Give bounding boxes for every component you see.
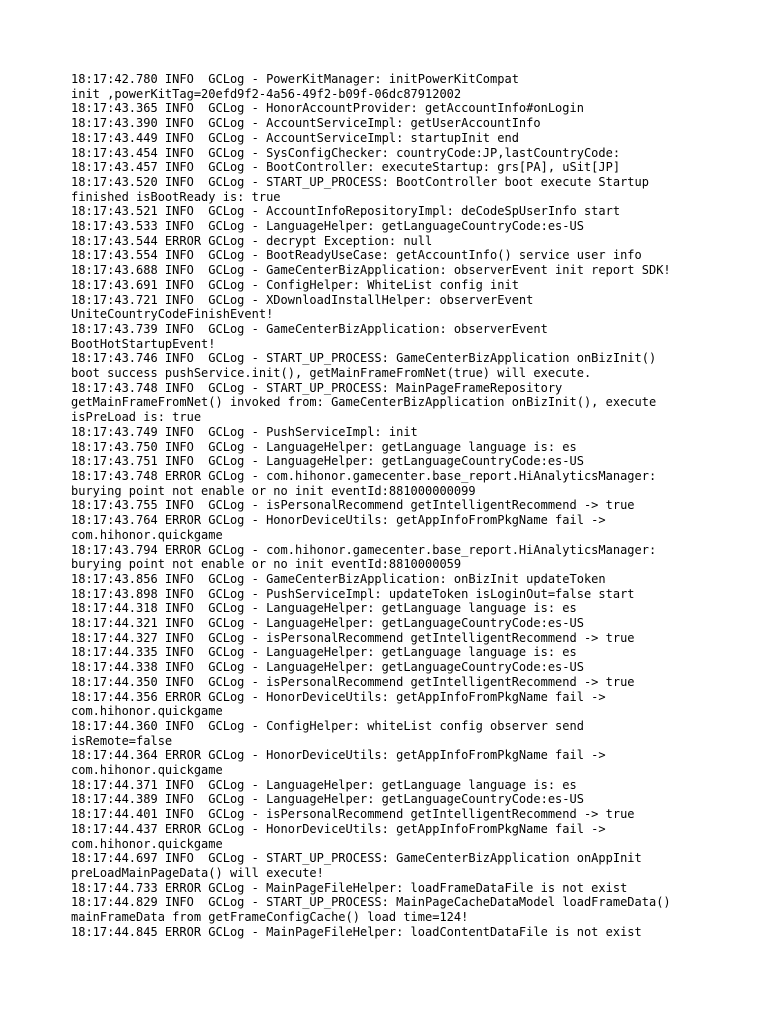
log-line: burying point not enable or no init eventId:881000000099 [71, 483, 476, 498]
log-line: 18:17:44.697 INFO GCLog - START_UP_PROCESS: GameCenterBizApplication onAppInit [71, 851, 642, 866]
log-line: 18:17:44.350 INFO GCLog - isPersonalRecommend getIntelligentRecommend -> true [71, 674, 635, 689]
log-line: 18:17:43.520 INFO GCLog - START_UP_PROCESS: BootController boot execute Startup [71, 174, 649, 189]
log-line: 18:17:43.746 INFO GCLog - START_UP_PROCESS: GameCenterBizApplication onBizInit() [71, 351, 657, 366]
log-line: 18:17:44.371 INFO GCLog - LanguageHelper: getLanguage language is: es [71, 777, 577, 792]
log-line: 18:17:43.898 INFO GCLog - PushServiceImpl: updateToken isLoginOut=false start [71, 586, 635, 601]
log-line: 18:17:43.454 INFO GCLog - SysConfigChecker: countryCode:JP,lastCountryCode: [71, 145, 621, 160]
log-line: getMainFrameFromNet() invoked from: GameCenterBizApplication onBizInit(), execute [71, 395, 657, 410]
log-line: 18:17:43.533 INFO GCLog - LanguageHelper: getLanguageCountryCode:es-US [71, 219, 584, 234]
log-line: 18:17:44.321 INFO GCLog - LanguageHelper: getLanguageCountryCode:es-US [71, 616, 584, 631]
log-line: 18:17:43.749 INFO GCLog - PushServiceImpl: init [71, 424, 418, 439]
log-line: com.hihonor.quickgame [71, 763, 223, 778]
log-line: com.hihonor.quickgame [71, 527, 223, 542]
log-line: 18:17:43.688 INFO GCLog - GameCenterBizApplication: observerEvent init report SDK! [71, 263, 671, 278]
log-line: burying point not enable or no init eventId:8810000059 [71, 557, 462, 572]
log-line: 18:17:44.733 ERROR GCLog - MainPageFileHelper: loadFrameDataFile is not exist [71, 880, 628, 895]
log-line: 18:17:44.335 INFO GCLog - LanguageHelper: getLanguage language is: es [71, 645, 577, 660]
log-line: finished isBootReady is: true [71, 189, 281, 204]
log-line: 18:17:43.748 ERROR GCLog - com.hihonor.gamecenter.base_report.HiAnalyticsManager: [71, 468, 657, 483]
log-line: 18:17:43.748 INFO GCLog - START_UP_PROCESS: MainPageFrameRepository [71, 380, 563, 395]
log-line: 18:17:43.764 ERROR GCLog - HonorDeviceUtils: getAppInfoFromPkgName fail -> [71, 513, 606, 528]
log-line: com.hihonor.quickgame [71, 704, 223, 719]
log-line: 18:17:44.318 INFO GCLog - LanguageHelper: getLanguage language is: es [71, 601, 577, 616]
log-line: boot success pushService.init(), getMainFrameFromNet(true) will execute. [71, 366, 592, 381]
log-line: 18:17:44.829 INFO GCLog - START_UP_PROCESS: MainPageCacheDataModel loadFrameData() [71, 895, 671, 910]
log-line: 18:17:43.449 INFO GCLog - AccountServiceImpl: startupInit end [71, 130, 519, 145]
log-line: 18:17:44.338 INFO GCLog - LanguageHelper: getLanguageCountryCode:es-US [71, 660, 584, 675]
log-line: UniteCountryCodeFinishEvent! [71, 307, 274, 322]
log-line: preLoadMainPageData() will execute! [71, 865, 324, 880]
log-line: 18:17:44.437 ERROR GCLog - HonorDeviceUtils: getAppInfoFromPkgName fail -> [71, 821, 606, 836]
log-line: 18:17:44.356 ERROR GCLog - HonorDeviceUtils: getAppInfoFromPkgName fail -> [71, 689, 606, 704]
log-line: 18:17:44.360 INFO GCLog - ConfigHelper: whiteList config observer send [71, 718, 584, 733]
log-line: 18:17:43.751 INFO GCLog - LanguageHelper: getLanguageCountryCode:es-US [71, 454, 584, 469]
log-line: 18:17:43.794 ERROR GCLog - com.hihonor.gamecenter.base_report.HiAnalyticsManager: [71, 542, 657, 557]
log-line: BootHotStartupEvent! [71, 336, 216, 351]
log-line: init ,powerKitTag=20efd9f2-4a56-49f2-b09f-06dc87912002 [71, 86, 462, 101]
log-line: 18:17:44.845 ERROR GCLog - MainPageFileHelper: loadContentDataFile is not exist [71, 924, 642, 939]
log-line: 18:17:44.327 INFO GCLog - isPersonalRecommend getIntelligentRecommend -> true [71, 630, 635, 645]
log-line: isPreLoad is: true [71, 410, 202, 425]
log-line: 18:17:43.856 INFO GCLog - GameCenterBizApplication: onBizInit updateToken [71, 571, 606, 586]
log-line: 18:17:43.521 INFO GCLog - AccountInfoRepositoryImpl: deCodeSpUserInfo start [71, 204, 621, 219]
log-line: isRemote=false [71, 733, 173, 748]
log-line: 18:17:43.750 INFO GCLog - LanguageHelper: getLanguage language is: es [71, 439, 577, 454]
log-line: 18:17:43.755 INFO GCLog - isPersonalRecommend getIntelligentRecommend -> true [71, 498, 635, 513]
log-line: com.hihonor.quickgame [71, 836, 223, 851]
log-line: 18:17:43.457 INFO GCLog - BootController: executeStartup: grs[PA], uSit[JP] [71, 160, 621, 175]
log-line: mainFrameData from getFrameConfigCache() load time=124! [71, 910, 469, 925]
log-line: 18:17:43.739 INFO GCLog - GameCenterBizApplication: observerEvent [71, 321, 548, 336]
log-line: 18:17:42.780 INFO GCLog - PowerKitManager: initPowerKitCompat [71, 72, 519, 86]
log-line: 18:17:44.401 INFO GCLog - isPersonalRecommend getIntelligentRecommend -> true [71, 807, 635, 822]
log-line: 18:17:43.544 ERROR GCLog - decrypt Exception: null [71, 233, 433, 248]
log-line: 18:17:43.554 INFO GCLog - BootReadyUseCase: getAccountInfo() service user info [71, 248, 642, 263]
log-line: 18:17:43.390 INFO GCLog - AccountServiceImpl: getUserAccountInfo [71, 116, 541, 131]
log-line: 18:17:43.691 INFO GCLog - ConfigHelper: WhiteList config init [71, 277, 519, 292]
log-line: 18:17:44.389 INFO GCLog - LanguageHelper: getLanguageCountryCode:es-US [71, 792, 584, 807]
log-line: 18:17:44.364 ERROR GCLog - HonorDeviceUtils: getAppInfoFromPkgName fail -> [71, 748, 606, 763]
log-line: 18:17:43.721 INFO GCLog - XDownloadInstallHelper: observerEvent [71, 292, 534, 307]
log-line: 18:17:43.365 INFO GCLog - HonorAccountProvider: getAccountInfo#onLogin [71, 101, 584, 116]
log-document [71, 72, 711, 939]
